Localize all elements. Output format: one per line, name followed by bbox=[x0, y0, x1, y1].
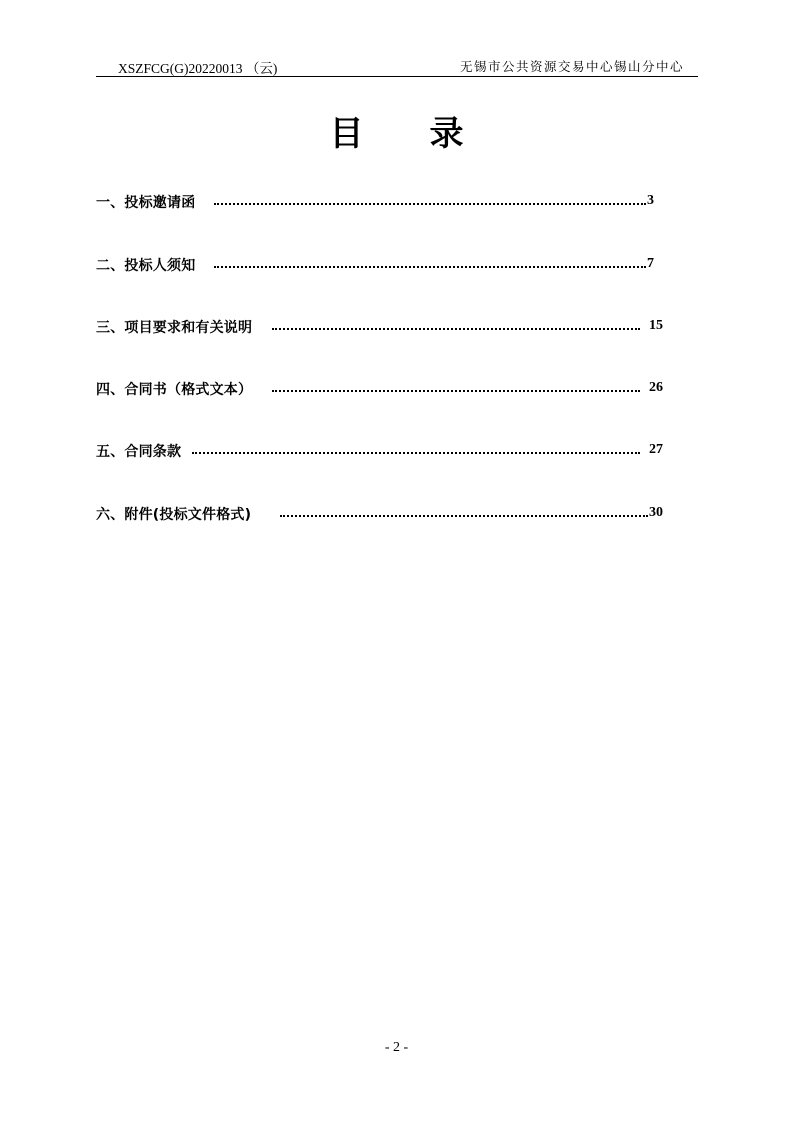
toc-leader-dots bbox=[272, 390, 640, 392]
toc-entry-label: 四、合同书（格式文本） bbox=[96, 382, 253, 398]
toc-leader-dots bbox=[214, 266, 646, 268]
toc-page-number: 15 bbox=[649, 318, 663, 333]
toc-page-number: 26 bbox=[649, 380, 663, 395]
toc-page-number: 7 bbox=[647, 256, 654, 271]
title-char-1: 目 bbox=[329, 114, 364, 154]
page-title bbox=[0, 106, 793, 155]
toc-page-number: 30 bbox=[649, 505, 663, 520]
issuing-organization: 无锡市公共资源交易中心锡山分中心 bbox=[459, 59, 684, 74]
toc-page-number: 27 bbox=[649, 442, 663, 457]
page-header bbox=[96, 56, 698, 77]
page-number-footer: - 2 - bbox=[384, 1040, 409, 1055]
toc-page-number: 3 bbox=[647, 193, 654, 208]
toc-leader-dots bbox=[280, 515, 648, 517]
toc-entry-label: 三、项目要求和有关说明 bbox=[96, 320, 253, 336]
toc-entry-label: 六、附件(投标文件格式) bbox=[96, 507, 252, 523]
toc-leader-dots bbox=[214, 203, 646, 205]
document-code: XSZFCG(G)20220013 （云) bbox=[118, 61, 278, 76]
title-char-2: 录 bbox=[429, 114, 464, 154]
toc-leader-dots bbox=[272, 328, 640, 330]
toc-entry-label: 五、合同条款 bbox=[96, 444, 182, 460]
toc-leader-dots bbox=[192, 452, 640, 454]
toc-entry-label: 一、投标邀请函 bbox=[96, 195, 196, 211]
toc-entry-label: 二、投标人须知 bbox=[96, 258, 196, 274]
